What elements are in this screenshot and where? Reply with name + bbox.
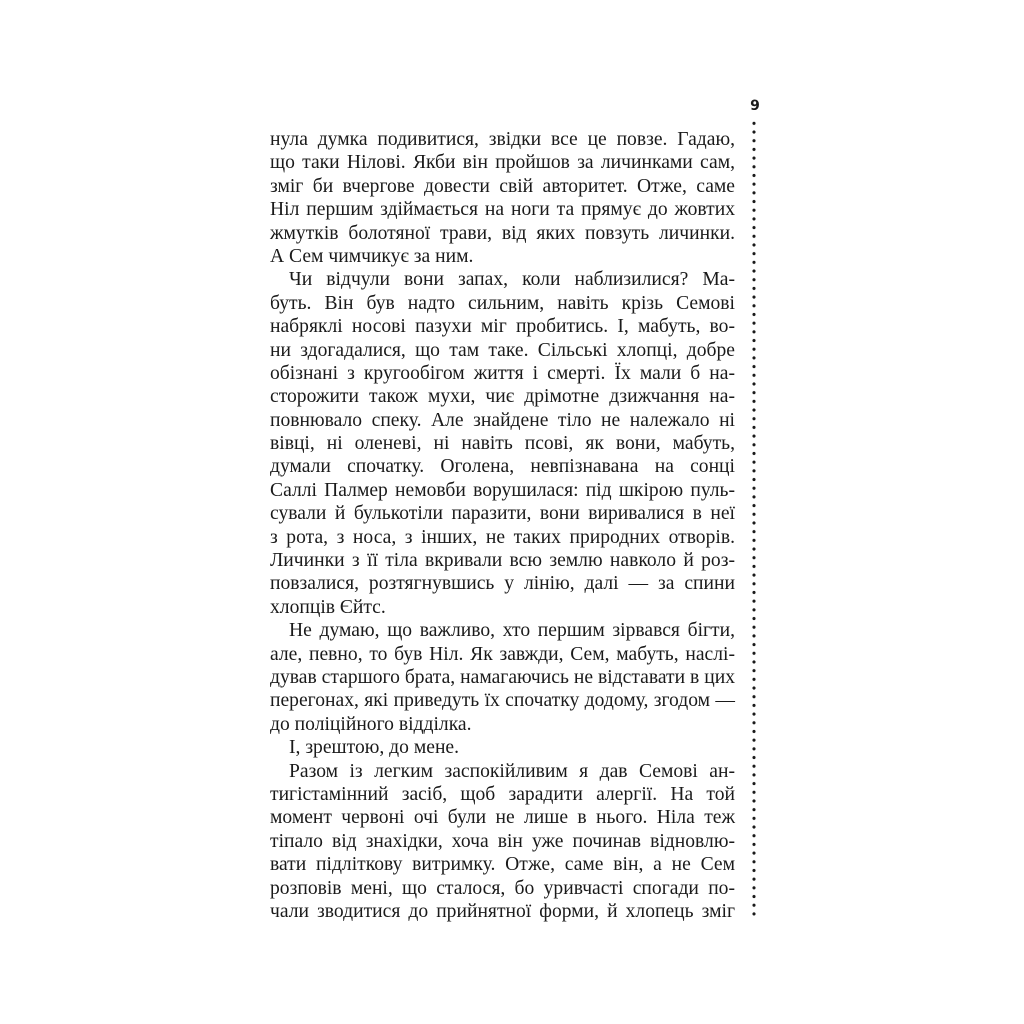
dotted-margin-rule <box>751 119 757 919</box>
text-line: думали спочатку. Оголена, невпізнавана на сонці <box>270 456 735 478</box>
text-line: Ніл першим здіймається на ноги та прямує до жовтих <box>270 199 735 221</box>
text-line: Разом із легким заспокійливим я дав Семові ан- <box>289 760 735 782</box>
text-line: розповів мені, що сталося, бо уривчасті спогади по- <box>270 877 735 899</box>
body-text <box>270 128 735 923</box>
text-line: повнювало спеку. Але знайдене тіло не належало ні <box>270 409 735 431</box>
text-line: чали зводитися до прийнятної форми, й хлопець зміг <box>270 900 735 922</box>
text-line: нула думка подивитися, звідки все це повзе. Гадаю, <box>270 129 735 150</box>
text-line: жмутків болотяної трави, від яких повзуть личинки. <box>270 222 735 244</box>
text-line: дував старшого брата, намагаючись не відставати в цих <box>270 666 735 688</box>
text-line: що таки Нілові. Якби він пройшов за личинками сам, <box>270 152 735 174</box>
text-line: хлопців Єйтс. <box>270 596 386 618</box>
text-line: вати підліткову витримку. Отже, саме він, а не Сем <box>270 854 735 876</box>
text-line: А Сем чимчикує за ним. <box>270 245 474 267</box>
text-line: з рота, з носа, з інших, не таких природних отворів. <box>270 526 735 548</box>
text-line: сували й булькотіли паразити, вони виривалися в неї <box>270 503 735 525</box>
text-line: тіпало від знахідки, хоча він уже починав відновлю- <box>270 830 735 852</box>
text-line: повзалися, розтягнувшись у лінію, далі — за спини <box>270 573 735 595</box>
text-line: Саллі Палмер немовби ворушилася: під шкірою пуль- <box>270 479 735 501</box>
text-line: тигістамінний засіб, щоб зарадити алергії. На той <box>270 783 735 805</box>
text-line: набряклі носові пазухи міг пробитись. І, мабуть, во- <box>270 316 735 338</box>
text-line: але, певно, то був Ніл. Як завжди, Сем, мабуть, наслі- <box>270 643 735 665</box>
text-line: зміг би вчергове довести свій авторитет. Отже, саме <box>270 175 735 197</box>
text-line: перегонах, які приведуть їх спочатку додому, згодом — <box>270 690 735 712</box>
text-line: Чи відчули вони запах, коли наблизилися? Ма- <box>289 269 735 291</box>
text-line: Не думаю, що важливо, хто першим зірвався бігти, <box>289 620 735 642</box>
text-line: Личинки з її тіла вкривали всю землю навколо й роз- <box>270 550 735 572</box>
text-line: до поліційного відділка. <box>270 713 472 735</box>
text-line: буть. Він був надто сильним, навіть крізь Семові <box>270 292 735 314</box>
text-line: ни здогадалися, що там таке. Сільські хлопці, добре <box>270 339 735 361</box>
text-line: вівці, ні оленеві, ні навіть псові, як вони, мабуть, <box>270 433 735 455</box>
text-line: І, зрештою, до мене. <box>289 737 460 759</box>
text-line: обізнані з кругообігом життя і смерті. Їх мали б на- <box>270 362 735 384</box>
page-number: 9 <box>750 98 760 114</box>
text-line: сторожити також мухи, чиє дрімотне дзижчання на- <box>270 386 735 408</box>
text-line: момент червоні очі були не лише в нього. Ніла теж <box>270 807 735 829</box>
